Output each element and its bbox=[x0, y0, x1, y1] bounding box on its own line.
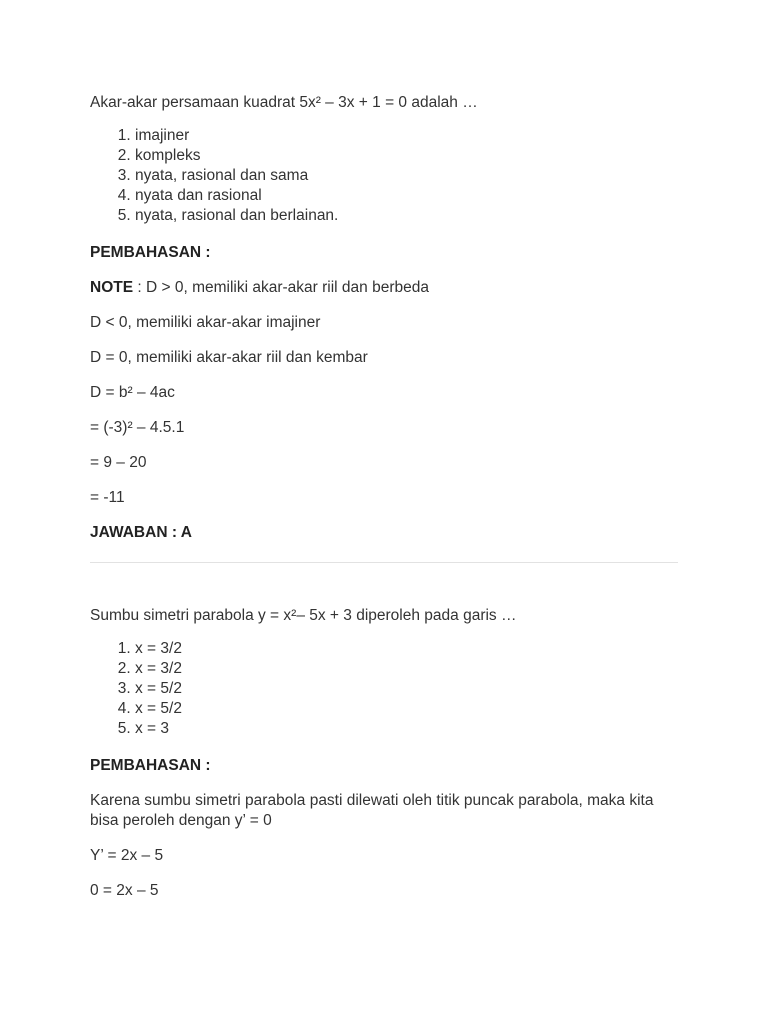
question-2-text: Sumbu simetri parabola y = x²– 5x + 3 diperoleh pada garis … bbox=[90, 607, 517, 624]
note-text: : D > 0, memiliki akar-akar riil dan berbeda bbox=[133, 279, 429, 296]
discussion-line: Y’ = 2x – 5 bbox=[90, 847, 164, 864]
question-1-options bbox=[90, 126, 680, 226]
option-item: 3. x = 5/2 bbox=[135, 679, 680, 699]
option-item: 4. x = 5/2 bbox=[135, 699, 680, 719]
discussion-line: = -11 bbox=[90, 489, 125, 506]
question-1-text: Akar-akar persamaan kuadrat 5x² – 3x + 1 = 0 adalah … bbox=[90, 94, 478, 111]
option-item: 1. imajiner bbox=[135, 126, 680, 146]
option-item: 4. nyata dan rasional bbox=[135, 186, 680, 206]
question-2-options bbox=[90, 639, 680, 739]
discussion-heading: PEMBAHASAN : bbox=[90, 757, 211, 774]
discussion-line: D < 0, memiliki akar-akar imajiner bbox=[90, 314, 321, 331]
discussion-line: = (-3)² – 4.5.1 bbox=[90, 419, 185, 436]
discussion-paragraph: Karena sumbu simetri parabola pasti dilewati oleh titik puncak parabola, maka kita bisa peroleh dengan y’ = 0 bbox=[90, 792, 654, 829]
note-line bbox=[90, 278, 680, 298]
option-item: 2. kompleks bbox=[135, 146, 680, 166]
answer-line: JAWABAN : A bbox=[90, 524, 192, 541]
option-item: 3. nyata, rasional dan sama bbox=[135, 166, 680, 186]
discussion-line: 0 = 2x – 5 bbox=[90, 882, 159, 899]
note-label: NOTE bbox=[90, 279, 134, 296]
option-item: 5. nyata, rasional dan berlainan. bbox=[135, 206, 680, 226]
discussion-line: D = 0, memiliki akar-akar riil dan kembar bbox=[90, 349, 368, 366]
option-item: 5. x = 3 bbox=[135, 719, 680, 739]
discussion-heading: PEMBAHASAN : bbox=[90, 244, 211, 261]
discussion-line: D = b² – 4ac bbox=[90, 384, 175, 401]
document-page bbox=[90, 93, 680, 916]
discussion-line: = 9 – 20 bbox=[90, 454, 147, 471]
section-divider bbox=[90, 562, 678, 563]
option-item: 2. x = 3/2 bbox=[135, 659, 680, 679]
option-item: 1. x = 3/2 bbox=[135, 639, 680, 659]
